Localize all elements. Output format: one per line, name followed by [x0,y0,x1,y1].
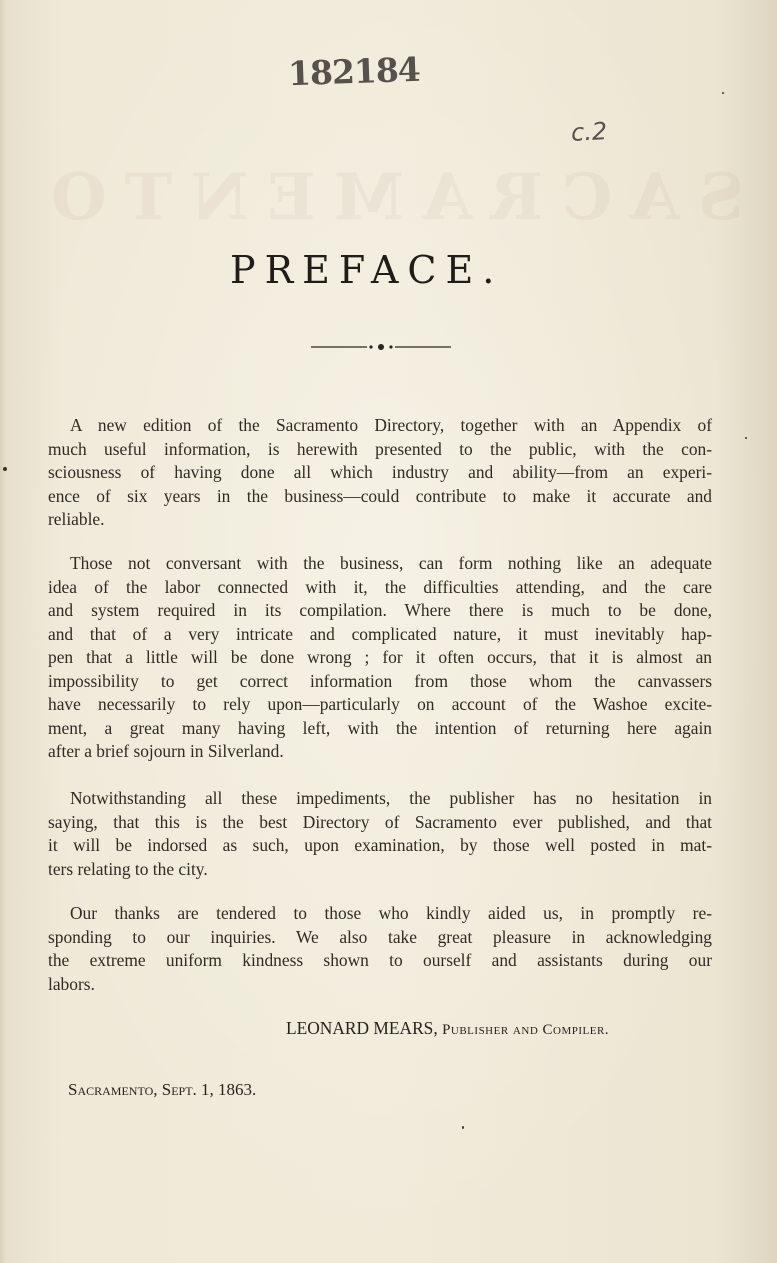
ink-speck [3,467,7,471]
text-line: it will be indorsed as such, upon examination, by those well posted in mat- [48,835,712,855]
text-line: Those not conversant with the business, can form nothing like an adequate [70,553,712,573]
ink-speck [722,92,724,94]
text-line: reliable. [48,509,105,529]
paragraph-2 [48,552,712,764]
paragraph-4 [48,902,712,996]
handwritten-copy-note: c.2 [570,117,608,147]
page-title: PREFACE. [230,248,504,292]
text-line: much useful information, is herewith presented to the public, with the con- [48,438,712,459]
text-line: A new edition of the Sacramento Directory, together with an Appendix of [70,415,712,435]
text-line: labors. [48,973,95,994]
text-line: ters relating to the city. [48,858,208,879]
text-line: Our thanks are tendered to those who kindly aided us, in promptly re- [70,903,712,923]
text-line: the extreme uniform kindness shown to ourself and assistants during our [48,950,712,970]
dateline-date: Sept. 1, 1863. [161,1080,257,1099]
paragraph-1 [48,414,712,532]
text-line: impossibility to get correct information from those whom the canvassers [48,670,712,691]
text-line: and system required in its compilation. Where there is much to be done, [48,600,712,620]
paragraph-3 [48,787,712,881]
text-line: ment, a great many having left, with the intention of returning here again [48,717,712,738]
text-line: saying, that this is the best Directory of Sacramento ever published, and that [48,811,712,832]
ink-speck [462,1126,464,1129]
publisher-role: Publisher and Compiler. [442,1022,610,1038]
text-line: have necessarily to rely upon—particularly on account of the Washoe excite- [48,694,712,714]
ink-speck [745,437,747,439]
text-line: sponding to our inquiries. We also take great pleasure in acknowledging [48,926,712,947]
bleed-through-text: SACRAMENTO [32,160,745,235]
dateline [68,1080,256,1100]
ornamental-rule-icon [311,342,451,352]
text-line: Notwithstanding all these impediments, the publisher has no hesitation in [70,788,712,808]
text-line: ence of six years in the business—could contribute to make it accurate and [48,485,712,506]
text-line: after a brief sojourn in Silverland. [48,741,284,761]
publisher-name: LEONARD MEARS, [286,1018,438,1038]
signature-line [286,1018,609,1039]
accession-stamp: 182184 [287,49,421,94]
dateline-place: Sacramento, [68,1080,158,1099]
text-line: pen that a little will be done wrong ; for it often occurs, that it is almost an [48,647,712,667]
text-line: sciousness of having done all which industry and ability—from an experi- [48,462,712,482]
text-line: idea of the labor connected with it, the difficulties attending, and the care [48,576,712,597]
text-line: and that of a very intricate and complicated nature, it must inevitably hap- [48,623,712,644]
